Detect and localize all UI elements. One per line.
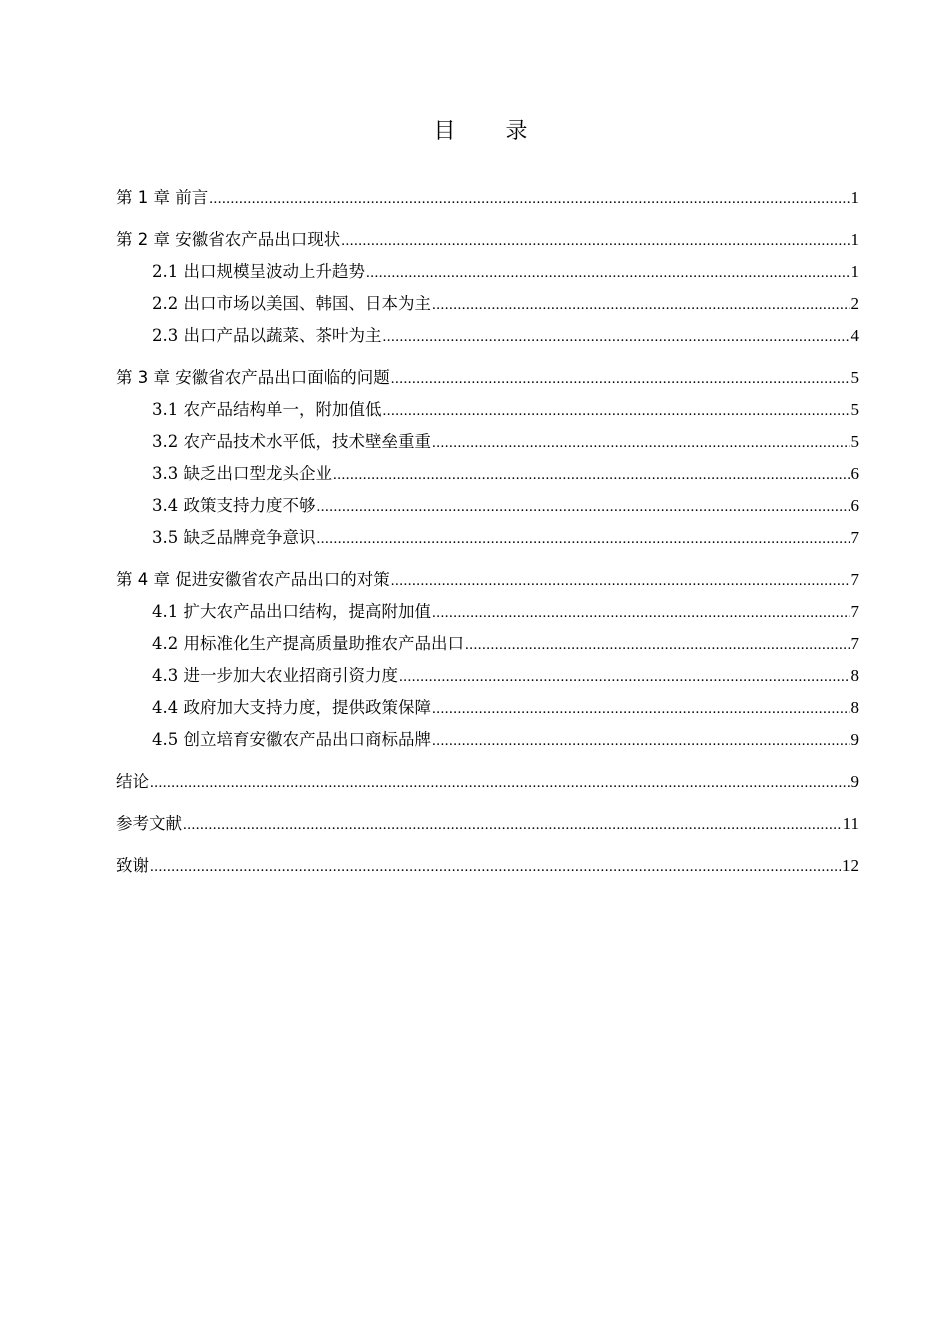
toc-entry-page: 7 bbox=[850, 528, 859, 547]
dot-leader bbox=[391, 565, 850, 597]
dot-leader bbox=[432, 427, 850, 459]
toc-entry-section-4-3[interactable] bbox=[116, 660, 859, 692]
dot-leader bbox=[465, 629, 850, 661]
dot-leader bbox=[391, 363, 850, 395]
toc-entry-label: 第 4 章 促进安徽省农产品出口的对策 bbox=[116, 570, 390, 589]
dot-leader bbox=[432, 597, 850, 629]
dot-leader bbox=[317, 523, 850, 555]
dot-leader bbox=[432, 289, 850, 321]
toc-entry-page: 1 bbox=[850, 262, 859, 281]
toc-entry-page: 6 bbox=[850, 496, 859, 515]
toc-entry-label: 参考文献 bbox=[116, 814, 182, 833]
toc-entry-section-4-5[interactable] bbox=[116, 724, 859, 756]
toc-entry-chapter-2[interactable] bbox=[116, 224, 859, 256]
toc-entry-label: 致谢 bbox=[116, 856, 149, 875]
dot-leader bbox=[150, 851, 841, 883]
toc-entry-section-3-3[interactable] bbox=[116, 458, 859, 490]
dot-leader bbox=[209, 183, 849, 215]
toc-entry-page: 11 bbox=[842, 814, 859, 833]
toc-entry-label: 3.2 农产品技术水平低，技术壁垒重重 bbox=[152, 432, 431, 451]
toc-entry-section-3-1[interactable] bbox=[116, 394, 859, 426]
dot-leader bbox=[183, 809, 842, 841]
toc-entry-page: 6 bbox=[850, 464, 859, 483]
table-of-contents bbox=[116, 182, 859, 882]
toc-entry-references[interactable] bbox=[116, 808, 859, 840]
dot-leader bbox=[341, 225, 849, 257]
toc-entry-section-3-5[interactable] bbox=[116, 522, 859, 554]
toc-entry-page: 9 bbox=[850, 730, 859, 749]
toc-entry-label: 结论 bbox=[116, 772, 149, 791]
dot-leader bbox=[383, 395, 850, 427]
toc-entry-page: 7 bbox=[850, 602, 859, 621]
toc-entry-section-4-1[interactable] bbox=[116, 596, 859, 628]
toc-entry-label: 2.3 出口产品以蔬菜、茶叶为主 bbox=[152, 326, 382, 345]
dot-leader bbox=[366, 257, 850, 289]
dot-leader bbox=[432, 693, 850, 725]
toc-entry-page: 5 bbox=[850, 432, 859, 451]
toc-entry-label: 3.4 政策支持力度不够 bbox=[152, 496, 316, 515]
toc-entry-page: 4 bbox=[850, 326, 859, 345]
dot-leader bbox=[383, 321, 850, 353]
toc-title: 目 录 bbox=[433, 119, 542, 144]
toc-entry-label: 第 3 章 安徽省农产品出口面临的问题 bbox=[116, 368, 390, 387]
toc-entry-label: 第 1 章 前言 bbox=[116, 188, 209, 207]
dot-leader bbox=[317, 491, 850, 523]
toc-entry-label: 2.1 出口规模呈波动上升趋势 bbox=[152, 262, 365, 281]
toc-entry-label: 3.5 缺乏品牌竞争意识 bbox=[152, 528, 316, 547]
toc-entry-acknowledgements[interactable] bbox=[116, 850, 859, 882]
toc-entry-chapter-4[interactable] bbox=[116, 564, 859, 596]
toc-entry-section-2-1[interactable] bbox=[116, 256, 859, 288]
toc-entry-label: 2.2 出口市场以美国、韩国、日本为主 bbox=[152, 294, 431, 313]
toc-entry-section-4-4[interactable] bbox=[116, 692, 859, 724]
toc-entry-page: 8 bbox=[850, 666, 859, 685]
toc-entry-label: 3.3 缺乏出口型龙头企业 bbox=[152, 464, 332, 483]
toc-entry-page: 5 bbox=[850, 400, 859, 419]
toc-entry-section-3-4[interactable] bbox=[116, 490, 859, 522]
toc-entry-section-2-2[interactable] bbox=[116, 288, 859, 320]
toc-entry-label: 4.2 用标准化生产提高质量助推农产品出口 bbox=[152, 634, 464, 653]
toc-entry-conclusion[interactable] bbox=[116, 766, 859, 798]
toc-entry-section-3-2[interactable] bbox=[116, 426, 859, 458]
toc-entry-label: 第 2 章 安徽省农产品出口现状 bbox=[116, 230, 341, 249]
toc-entry-page: 7 bbox=[850, 570, 859, 589]
toc-entry-page: 12 bbox=[842, 856, 859, 875]
dot-leader bbox=[333, 459, 850, 491]
dot-leader bbox=[150, 767, 850, 799]
toc-entry-section-2-3[interactable] bbox=[116, 320, 859, 352]
dot-leader bbox=[432, 725, 850, 757]
toc-entry-page: 1 bbox=[850, 188, 859, 207]
toc-entry-page: 2 bbox=[850, 294, 859, 313]
toc-entry-page: 1 bbox=[850, 230, 859, 249]
toc-entry-label: 3.1 农产品结构单一，附加值低 bbox=[152, 400, 382, 419]
toc-entry-label: 4.5 创立培育安徽农产品出口商标品牌 bbox=[152, 730, 431, 749]
toc-entry-section-4-2[interactable] bbox=[116, 628, 859, 660]
toc-entry-chapter-1[interactable] bbox=[116, 182, 859, 214]
toc-entry-label: 4.4 政府加大支持力度，提供政策保障 bbox=[152, 698, 431, 717]
toc-entry-page: 9 bbox=[850, 772, 859, 791]
toc-entry-page: 8 bbox=[850, 698, 859, 717]
toc-entry-label: 4.1 扩大农产品出口结构，提高附加值 bbox=[152, 602, 431, 621]
dot-leader bbox=[399, 661, 850, 693]
toc-entry-chapter-3[interactable] bbox=[116, 362, 859, 394]
toc-entry-page: 5 bbox=[850, 368, 859, 387]
toc-entry-page: 7 bbox=[850, 634, 859, 653]
toc-entry-label: 4.3 进一步加大农业招商引资力度 bbox=[152, 666, 398, 685]
